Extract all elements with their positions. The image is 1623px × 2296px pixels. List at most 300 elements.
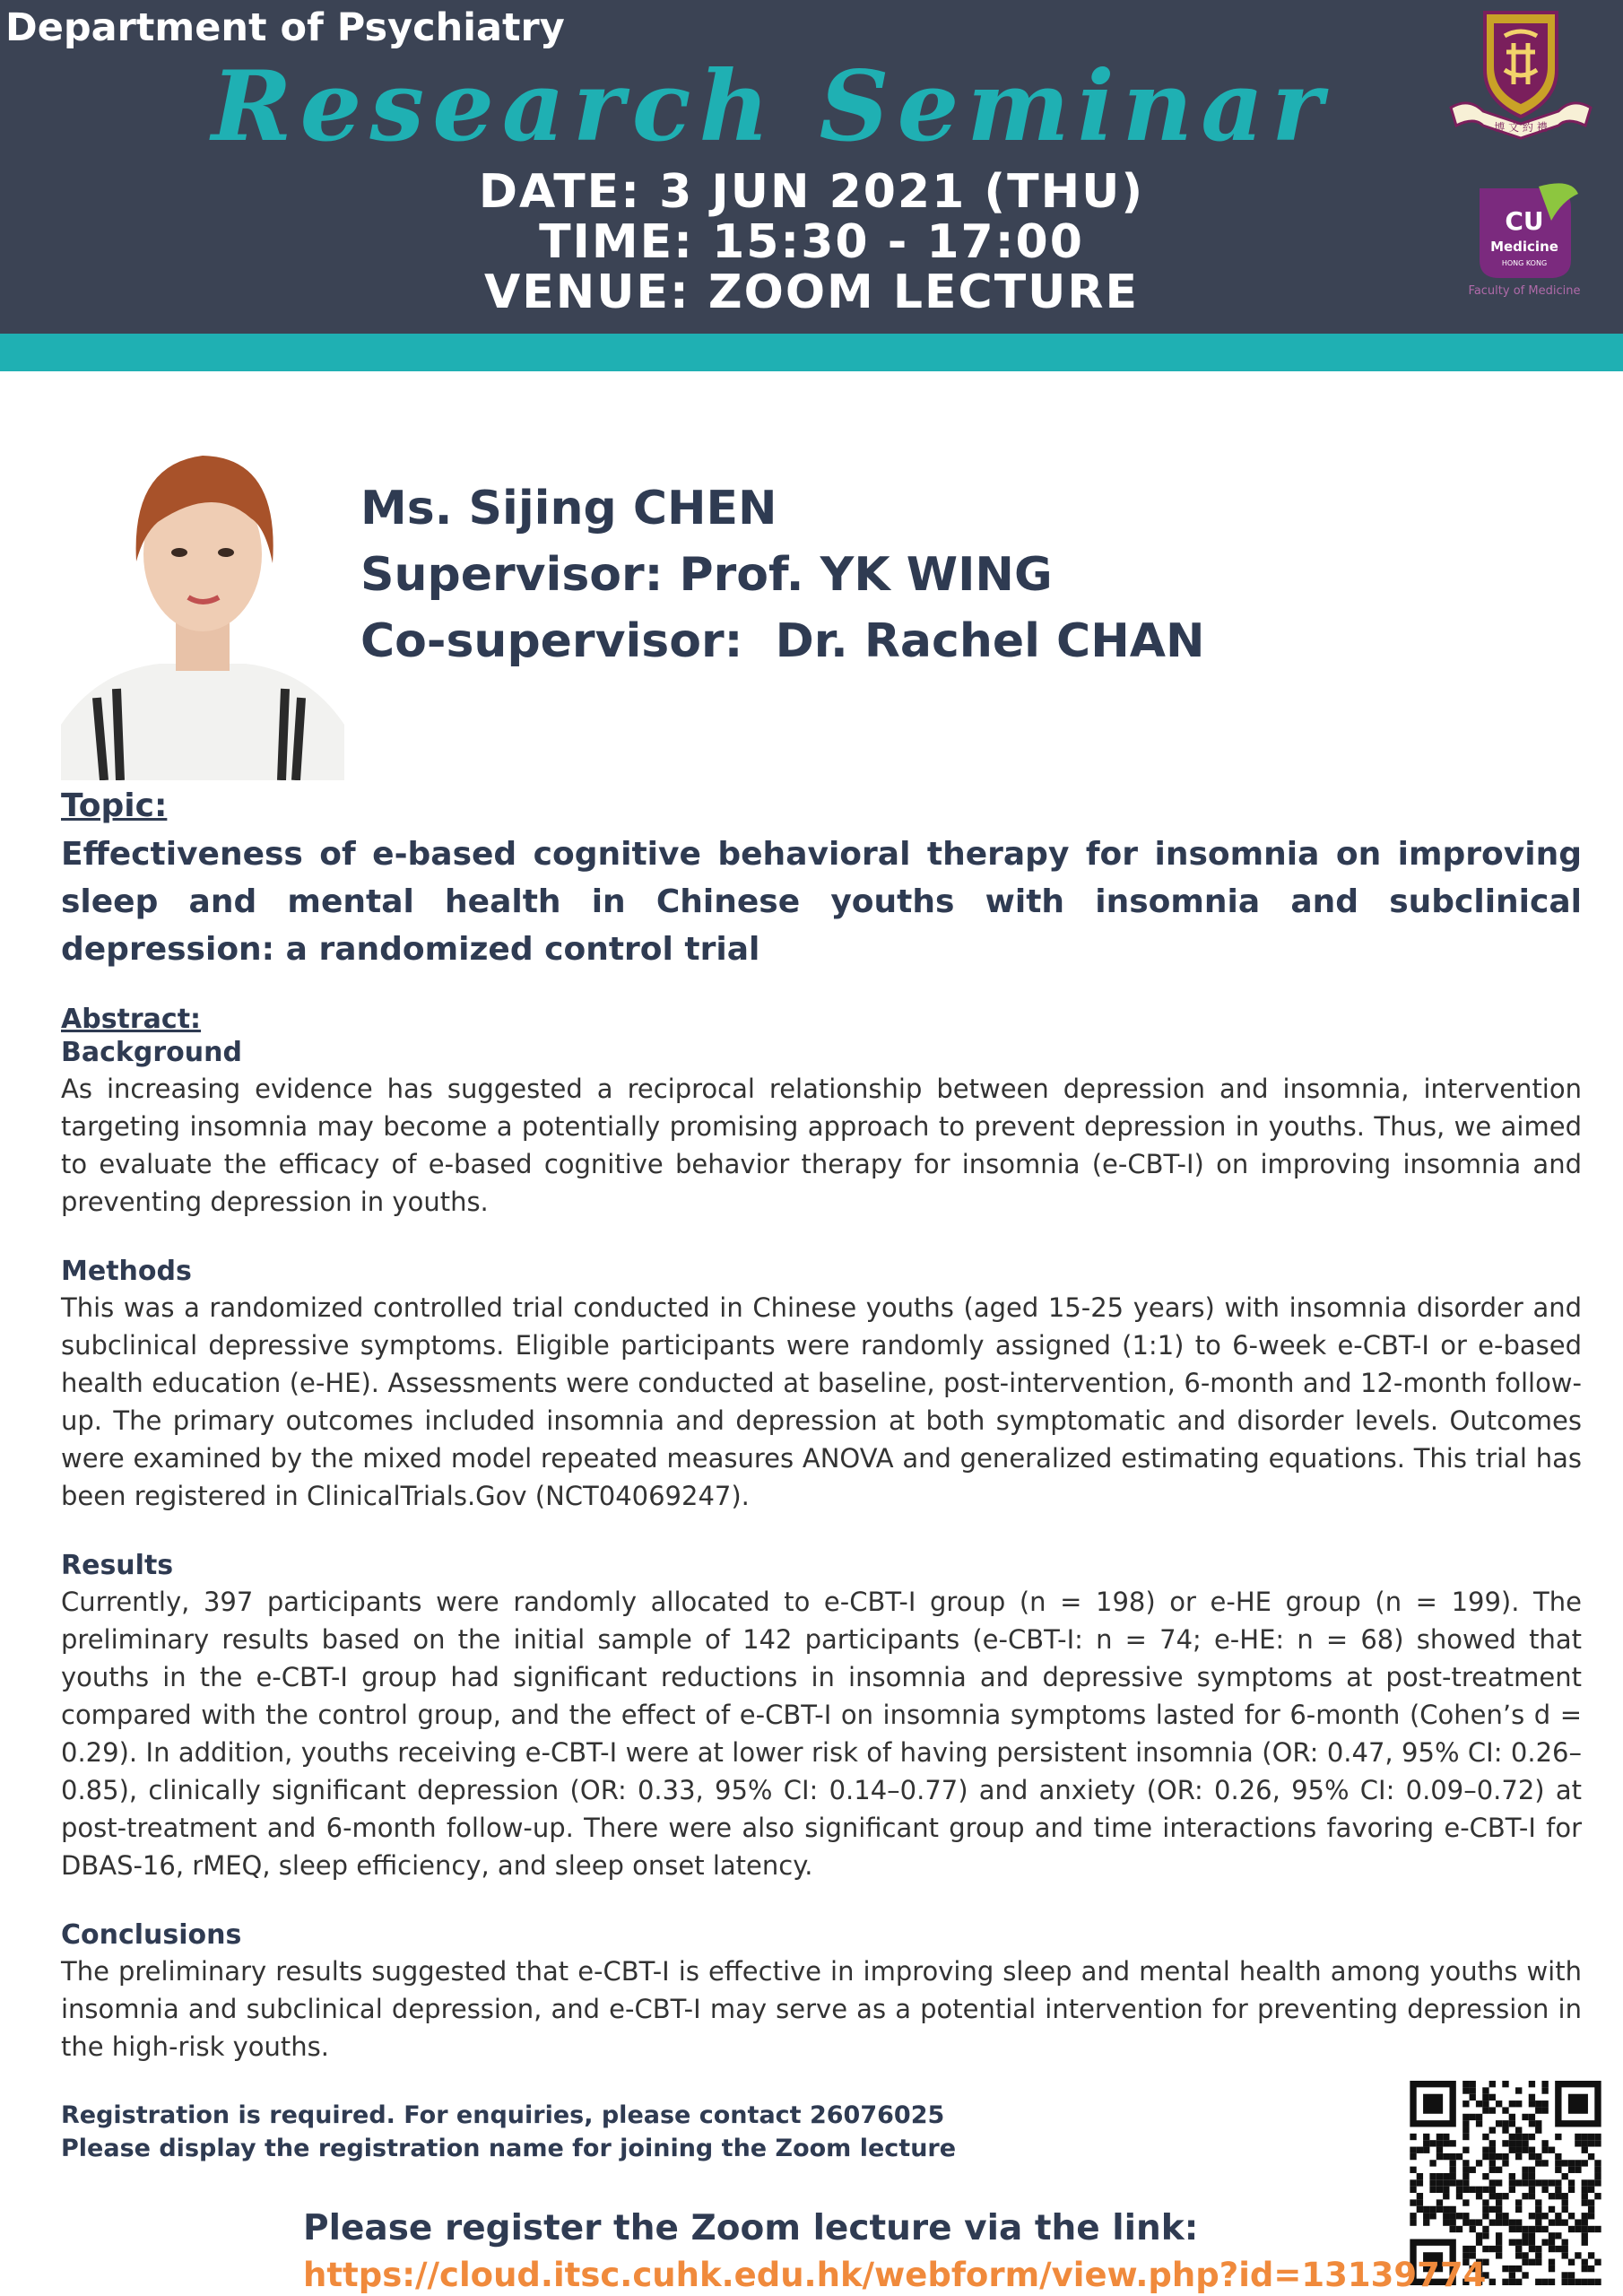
qr-module	[1456, 2226, 1462, 2232]
qr-module	[1588, 2279, 1594, 2285]
qr-module	[1529, 2147, 1535, 2153]
qr-module	[1535, 2120, 1541, 2126]
results-heading: Results	[61, 1550, 174, 1581]
qr-module	[1562, 2193, 1568, 2199]
qr-module	[1410, 2147, 1416, 2153]
seminar-content	[61, 784, 1582, 2066]
qr-module	[1562, 2219, 1568, 2225]
event-details	[0, 167, 1623, 317]
qr-module	[1535, 2259, 1541, 2266]
qr-module	[1522, 2226, 1528, 2232]
qr-module	[1555, 2134, 1561, 2140]
qr-module	[1462, 2114, 1469, 2120]
qr-module	[1502, 2107, 1508, 2113]
qr-module	[1436, 2187, 1443, 2193]
qr-module	[1582, 2213, 1588, 2219]
qr-module	[1509, 2114, 1515, 2120]
qr-module	[1522, 2173, 1528, 2179]
qr-module	[1462, 2199, 1469, 2205]
qr-module	[1541, 2100, 1548, 2107]
abstract-label: Abstract:	[61, 1004, 202, 1035]
qr-module	[1588, 2226, 1594, 2232]
conclusions-heading: Conclusions	[61, 1919, 242, 1951]
qr-module	[1417, 2179, 1423, 2186]
qr-module	[1529, 2179, 1535, 2186]
qr-module	[1443, 2140, 1449, 2146]
qr-module	[1522, 2193, 1528, 2199]
qr-module	[1549, 2179, 1555, 2186]
qr-module	[1462, 2179, 1469, 2186]
conclusions-text: The preliminary results suggested that e-CBT-I is effective in improving sleep and mental health among youths with insomnia and subclinical depression, and e-CBT-I may serve as a potential intervention for preventing depression in the high-risk youths.	[61, 1956, 1582, 2062]
qr-module	[1476, 2114, 1482, 2120]
qr-module	[1423, 2219, 1429, 2225]
qr-module	[1535, 2153, 1541, 2160]
qr-module	[1470, 2246, 1476, 2252]
qr-module	[1429, 2160, 1436, 2166]
qr-module	[1549, 2246, 1555, 2252]
qr-module	[1449, 2213, 1455, 2219]
qr-module	[1443, 2187, 1449, 2193]
qr-module	[1489, 2160, 1496, 2166]
qr-module	[1462, 2087, 1469, 2093]
qr-module	[1588, 2199, 1594, 2205]
qr-module	[1423, 2206, 1429, 2213]
qr-module	[1423, 2213, 1429, 2219]
registration-display-name-text: Please display the registration name for joining the Zoom lecture	[61, 2135, 957, 2162]
qr-module	[1489, 2193, 1496, 2199]
qr-module	[1529, 2100, 1535, 2107]
registration-link[interactable]: https://cloud.itsc.cuhk.edu.hk/webform/view.php?id=13139774	[303, 2256, 1487, 2294]
qr-module	[1489, 2094, 1496, 2100]
qr-module	[1476, 2193, 1482, 2199]
qr-module	[1470, 2219, 1476, 2225]
qr-module	[1496, 2199, 1502, 2205]
qr-module	[1449, 2140, 1455, 2146]
qr-module	[1456, 2213, 1462, 2219]
qr-module	[1436, 2199, 1443, 2205]
qr-module	[1535, 2252, 1541, 2258]
qr-module	[1417, 2193, 1423, 2199]
qr-module	[1509, 2100, 1515, 2107]
qr-module	[1489, 2206, 1496, 2213]
qr-module	[1482, 2107, 1488, 2113]
qr-module	[1541, 2140, 1548, 2146]
qr-module	[1541, 2179, 1548, 2186]
qr-module	[1529, 2187, 1535, 2193]
qr-module	[1555, 2193, 1561, 2199]
qr-module	[1470, 2081, 1476, 2087]
qr-module	[1594, 2259, 1601, 2266]
qr-module	[1509, 2187, 1515, 2193]
qr-module	[1410, 2213, 1416, 2219]
qr-module	[1489, 2107, 1496, 2113]
qr-module	[1582, 2232, 1588, 2239]
qr-module	[1522, 2134, 1528, 2140]
qr-module	[1515, 2252, 1522, 2258]
qr-module	[1549, 2232, 1555, 2239]
speaker-name: Ms. Sijing CHEN	[360, 482, 777, 535]
qr-module	[1568, 2272, 1575, 2278]
qr-module	[1509, 2272, 1515, 2278]
qr-module	[1470, 2087, 1476, 2093]
qr-module	[1423, 2147, 1429, 2153]
qr-module	[1489, 2147, 1496, 2153]
qr-module	[1423, 2140, 1429, 2146]
qr-module	[1535, 2199, 1541, 2205]
qr-module	[1541, 2279, 1548, 2285]
qr-module	[1449, 2179, 1455, 2186]
qr-module	[1509, 2226, 1515, 2232]
qr-module	[1575, 2134, 1581, 2140]
qr-module	[1502, 2081, 1508, 2087]
qr-module	[1555, 2213, 1561, 2219]
qr-module	[1476, 2100, 1482, 2107]
qr-module	[1541, 2213, 1548, 2219]
qr-module	[1496, 2246, 1502, 2252]
register-instruction: Please register the Zoom lecture via the link:	[303, 2208, 1199, 2248]
qr-module	[1529, 2246, 1535, 2252]
qr-module	[1462, 2081, 1469, 2087]
qr-module	[1541, 2107, 1548, 2113]
qr-module	[1489, 2126, 1496, 2133]
qr-module	[1449, 2226, 1455, 2232]
qr-module	[1509, 2173, 1515, 2179]
cu-medicine-logo	[1453, 178, 1596, 310]
qr-module	[1529, 2167, 1535, 2173]
qr-module	[1443, 2193, 1449, 2199]
qr-module	[1489, 2246, 1496, 2252]
qr-module	[1588, 2140, 1594, 2146]
qr-module	[1482, 2173, 1488, 2179]
qr-module	[1549, 2266, 1555, 2272]
qr-module	[1489, 2081, 1496, 2087]
qr-module	[1476, 2187, 1482, 2193]
qr-module	[1509, 2140, 1515, 2146]
qr-module	[1496, 2100, 1502, 2107]
methods-heading: Methods	[61, 1256, 192, 1287]
qr-module	[1562, 2160, 1568, 2166]
qr-module	[1489, 2279, 1496, 2285]
qr-module	[1522, 2114, 1528, 2120]
qr-module	[1417, 2199, 1423, 2205]
qr-module	[1482, 2226, 1488, 2232]
qr-module	[1515, 2199, 1522, 2205]
qr-module	[1562, 2252, 1568, 2258]
qr-finder-pattern	[1555, 2081, 1601, 2126]
qr-module	[1529, 2213, 1535, 2219]
svg-text:HONG KONG: HONG KONG	[1501, 259, 1548, 267]
qr-module	[1529, 2232, 1535, 2239]
qr-module	[1482, 2187, 1488, 2193]
qr-module	[1482, 2153, 1488, 2160]
qr-module	[1568, 2179, 1575, 2186]
qr-module	[1535, 2219, 1541, 2225]
qr-module	[1509, 2120, 1515, 2126]
qr-module	[1515, 2226, 1522, 2232]
qr-module	[1410, 2219, 1416, 2225]
qr-module	[1470, 2187, 1476, 2193]
speaker-co-supervisor: Co-supervisor: Dr. Rachel CHAN	[360, 614, 1205, 668]
qr-module	[1575, 2140, 1581, 2146]
qr-module	[1482, 2232, 1488, 2239]
qr-module	[1515, 2147, 1522, 2153]
svg-text:博 文 約 禮: 博 文 約 禮	[1494, 121, 1548, 134]
qr-module	[1582, 2226, 1588, 2232]
qr-module	[1489, 2167, 1496, 2173]
section-gap	[61, 1884, 1582, 1918]
qr-module	[1522, 2147, 1528, 2153]
qr-module	[1541, 2087, 1548, 2093]
qr-module	[1555, 2246, 1561, 2252]
cuhk-crest-logo	[1442, 7, 1600, 142]
qr-module	[1575, 2160, 1581, 2166]
qr-module	[1429, 2140, 1436, 2146]
qr-module	[1489, 2179, 1496, 2186]
qr-module	[1575, 2226, 1581, 2232]
qr-module	[1582, 2219, 1588, 2225]
qr-module	[1594, 2140, 1601, 2146]
qr-module	[1496, 2239, 1502, 2246]
qr-module	[1429, 2173, 1436, 2179]
registration-notes	[61, 2099, 956, 2165]
qr-module	[1462, 2134, 1469, 2140]
qr-module	[1582, 2187, 1588, 2193]
qr-module	[1515, 2219, 1522, 2225]
qr-module	[1529, 2226, 1535, 2232]
qr-module	[1549, 2239, 1555, 2246]
qr-module	[1529, 2134, 1535, 2140]
qr-module	[1410, 2187, 1416, 2193]
qr-module	[1476, 2160, 1482, 2166]
qr-module	[1594, 2226, 1601, 2232]
qr-module	[1555, 2179, 1561, 2186]
qr-module	[1482, 2199, 1488, 2205]
section-gap	[61, 1515, 1582, 1549]
qr-module	[1568, 2187, 1575, 2193]
qr-module	[1555, 2167, 1561, 2173]
qr-module	[1476, 2120, 1482, 2126]
qr-module	[1541, 2187, 1548, 2193]
qr-module	[1582, 2193, 1588, 2199]
qr-module	[1594, 2134, 1601, 2140]
qr-module	[1509, 2134, 1515, 2140]
qr-module	[1443, 2206, 1449, 2213]
qr-module	[1529, 2193, 1535, 2199]
qr-module	[1496, 2206, 1502, 2213]
qr-module	[1582, 2147, 1588, 2153]
qr-module	[1562, 2279, 1568, 2285]
qr-module	[1535, 2213, 1541, 2219]
qr-module	[1594, 2167, 1601, 2173]
qr-module	[1535, 2226, 1541, 2232]
speaker-photo	[61, 429, 344, 780]
event-venue: VENUE: ZOOM LECTURE	[484, 265, 1139, 319]
qr-module	[1449, 2167, 1455, 2173]
department-name: Department of Psychiatry	[5, 5, 565, 50]
qr-module	[1502, 2126, 1508, 2133]
qr-module	[1555, 2219, 1561, 2225]
qr-module	[1594, 2193, 1601, 2199]
qr-module	[1410, 2134, 1416, 2140]
qr-module	[1496, 2120, 1502, 2126]
qr-module	[1582, 2199, 1588, 2205]
qr-module	[1568, 2226, 1575, 2232]
qr-module	[1549, 2219, 1555, 2225]
svg-text:Faculty of Medicine: Faculty of Medicine	[1468, 284, 1581, 298]
qr-module	[1582, 2140, 1588, 2146]
qr-module	[1562, 2272, 1568, 2278]
qr-module	[1436, 2173, 1443, 2179]
qr-module	[1476, 2239, 1482, 2246]
qr-module	[1575, 2167, 1581, 2173]
qr-module	[1449, 2219, 1455, 2225]
qr-module	[1515, 2246, 1522, 2252]
qr-module	[1575, 2252, 1581, 2258]
qr-module	[1594, 2160, 1601, 2166]
results-text: Currently, 397 participants were randomly allocated to e-CBT-I group (n = 198) or e-HE group (n = 199). The preliminary results based on the initial sample of 142 participants (e-CBT-I: n = 74; e-HE: n = 68) showed that youths in the e-CBT-I group had significant reductions in insomnia and depressive symptoms at post-treatment compared with the control group, and the effect of e-CBT-I on insomnia symptoms lasted for 6-month (Cohen’s d = 0.29). In addition, youths receiving e-CBT-I were at lower risk of having persistent insomnia (OR: 0.47, 95% CI: 0.26–0.85), clinically significant depression (OR: 0.33, 95% CI: 0.14–0.77) and anxiety (OR: 0.26, 95% CI: 0.09–0.72) at post-treatment and 6-month follow-up. There were also significant group and time interactions favoring e-CBT-I for DBAS-16, rMEQ, sleep efficiency, and sleep onset latency.	[61, 1587, 1582, 1881]
qr-module	[1562, 2199, 1568, 2205]
qr-module	[1529, 2094, 1535, 2100]
qr-module	[1509, 2239, 1515, 2246]
qr-module	[1476, 2232, 1482, 2239]
qr-module	[1522, 2140, 1528, 2146]
qr-module	[1456, 2187, 1462, 2193]
qr-module	[1541, 2147, 1548, 2153]
qr-module	[1588, 2206, 1594, 2213]
qr-module	[1522, 2179, 1528, 2186]
qr-module	[1529, 2239, 1535, 2246]
qr-module	[1436, 2206, 1443, 2213]
qr-module	[1535, 2246, 1541, 2252]
qr-module	[1482, 2100, 1488, 2107]
qr-module	[1515, 2140, 1522, 2146]
qr-module	[1522, 2259, 1528, 2266]
qr-module	[1443, 2219, 1449, 2225]
qr-module	[1423, 2134, 1429, 2140]
qr-module	[1529, 2114, 1535, 2120]
qr-module	[1462, 2147, 1469, 2153]
event-time: TIME: 15:30 - 17:00	[539, 215, 1084, 269]
qr-module	[1515, 2279, 1522, 2285]
qr-module	[1535, 2160, 1541, 2166]
svg-text:CU: CU	[1505, 206, 1544, 236]
qr-module	[1529, 2120, 1535, 2126]
qr-module	[1522, 2239, 1528, 2246]
qr-module	[1502, 2219, 1508, 2225]
qr-module	[1515, 2239, 1522, 2246]
qr-module	[1456, 2179, 1462, 2186]
qr-module	[1462, 2246, 1469, 2252]
background-text: As increasing evidence has suggested a reciprocal relationship between depression and insomnia, intervention targeting insomnia may become a potentially promising approach to prevent depression in youths. Thus, we aimed to evaluate the efficacy of e-based cognitive behavior therapy for insomnia (e-CBT-I) on improving insomnia and preventing depression in youths.	[61, 1074, 1582, 1217]
qr-module	[1562, 2246, 1568, 2252]
qr-module	[1462, 2213, 1469, 2219]
qr-module	[1555, 2232, 1561, 2239]
qr-module	[1502, 2153, 1508, 2160]
qr-module	[1436, 2134, 1443, 2140]
qr-module	[1588, 2266, 1594, 2272]
qr-module	[1436, 2140, 1443, 2146]
qr-module	[1582, 2134, 1588, 2140]
qr-module	[1529, 2259, 1535, 2266]
qr-module	[1502, 2160, 1508, 2166]
qr-module	[1588, 2213, 1594, 2219]
registration-required-text: Registration is required. For enquiries, please contact 26076025	[61, 2101, 945, 2129]
qr-module	[1555, 2153, 1561, 2160]
qr-module	[1443, 2213, 1449, 2219]
qr-module	[1429, 2187, 1436, 2193]
qr-module	[1436, 2179, 1443, 2186]
qr-module	[1509, 2266, 1515, 2272]
qr-module	[1588, 2153, 1594, 2160]
qr-module	[1462, 2219, 1469, 2225]
qr-module	[1482, 2087, 1488, 2093]
qr-module	[1449, 2153, 1455, 2160]
qr-module	[1496, 2179, 1502, 2186]
qr-module	[1575, 2279, 1581, 2285]
qr-module	[1515, 2206, 1522, 2213]
qr-module	[1562, 2239, 1568, 2246]
qr-module	[1482, 2094, 1488, 2100]
qr-module	[1515, 2100, 1522, 2107]
qr-module	[1496, 2213, 1502, 2219]
qr-module	[1502, 2193, 1508, 2199]
qr-module	[1594, 2173, 1601, 2179]
qr-module	[1541, 2239, 1548, 2246]
qr-module	[1541, 2226, 1548, 2232]
qr-module	[1443, 2134, 1449, 2140]
qr-module	[1443, 2179, 1449, 2186]
header-accent-band	[0, 334, 1623, 371]
qr-module	[1549, 2259, 1555, 2266]
qr-module	[1489, 2219, 1496, 2225]
qr-module	[1509, 2147, 1515, 2153]
qr-module	[1549, 2193, 1555, 2199]
qr-module	[1462, 2173, 1469, 2179]
qr-module	[1470, 2226, 1476, 2232]
qr-module	[1549, 2279, 1555, 2285]
qr-module	[1436, 2153, 1443, 2160]
qr-module	[1417, 2147, 1423, 2153]
topic-label: Topic:	[61, 787, 168, 824]
speaker-supervisor: Supervisor: Prof. YK WING	[360, 548, 1053, 602]
qr-module	[1549, 2147, 1555, 2153]
qr-module	[1509, 2219, 1515, 2225]
qr-module	[1555, 2187, 1561, 2193]
qr-module	[1582, 2179, 1588, 2186]
qr-module	[1449, 2206, 1455, 2213]
qr-module	[1594, 2179, 1601, 2186]
qr-module	[1535, 2179, 1541, 2186]
qr-module	[1541, 2081, 1548, 2087]
qr-module	[1470, 2167, 1476, 2173]
qr-module	[1496, 2167, 1502, 2173]
seminar-title: Research Seminar	[211, 50, 1332, 163]
qr-module	[1522, 2272, 1528, 2278]
qr-module	[1568, 2167, 1575, 2173]
qr-module	[1582, 2279, 1588, 2285]
qr-module	[1456, 2193, 1462, 2199]
qr-module	[1496, 2252, 1502, 2258]
qr-module	[1482, 2206, 1488, 2213]
qr-module	[1462, 2100, 1469, 2107]
qr-module	[1496, 2153, 1502, 2160]
qr-module	[1496, 2219, 1502, 2225]
qr-module	[1443, 2173, 1449, 2179]
qr-module	[1529, 2081, 1535, 2087]
qr-module	[1449, 2160, 1455, 2166]
qr-module	[1449, 2173, 1455, 2179]
qr-module	[1549, 2206, 1555, 2213]
